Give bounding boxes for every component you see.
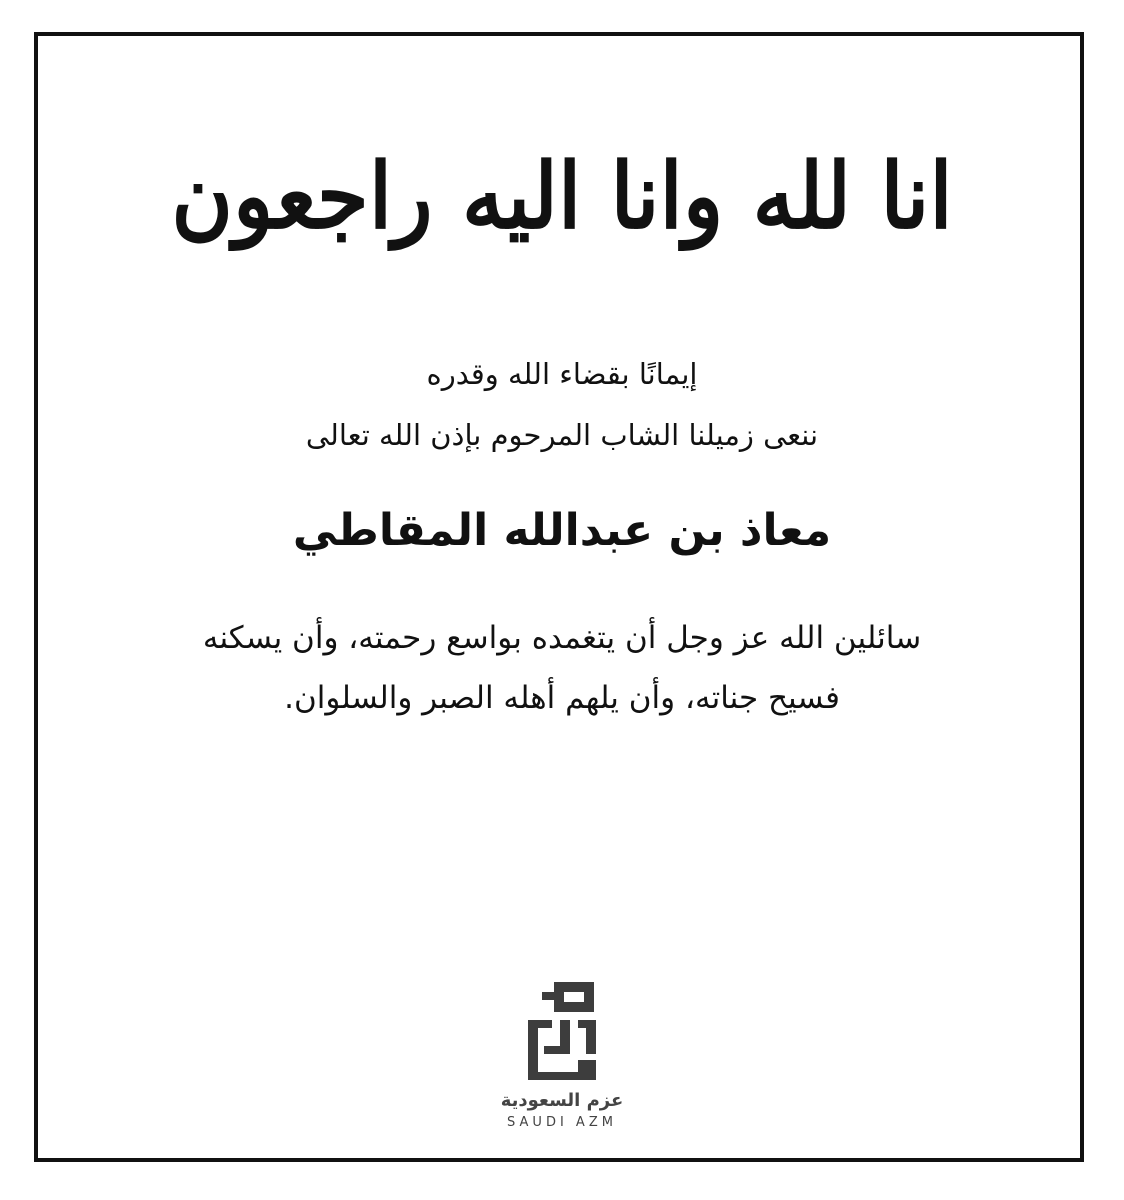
prayer-line-2: فسيح جناته، وأن يلهم أهله الصبر والسلوان.: [284, 680, 840, 716]
intro-line-2: ننعى زميلنا الشاب المرحوم بإذن الله تعالى: [305, 418, 819, 452]
azm-logo-icon: [524, 978, 600, 1090]
logo-english-name: SAUDI AZM: [507, 1115, 617, 1130]
saudi-azm-logo: [492, 972, 632, 1142]
prayer-line-1: سائلين الله عز وجل أن يتغمده بواسع رحمته، وأن يسكنه: [202, 620, 922, 656]
quran-verse-calligraphy: انا لله وانا اليه راجعون: [171, 141, 953, 249]
deceased-name: معاذ بن عبدالله المقاطي: [292, 505, 832, 556]
intro-line-1: إيمانًا بقضاء الله وقدره: [426, 357, 698, 391]
logo-arabic-name: عزم السعودية: [500, 1090, 624, 1111]
